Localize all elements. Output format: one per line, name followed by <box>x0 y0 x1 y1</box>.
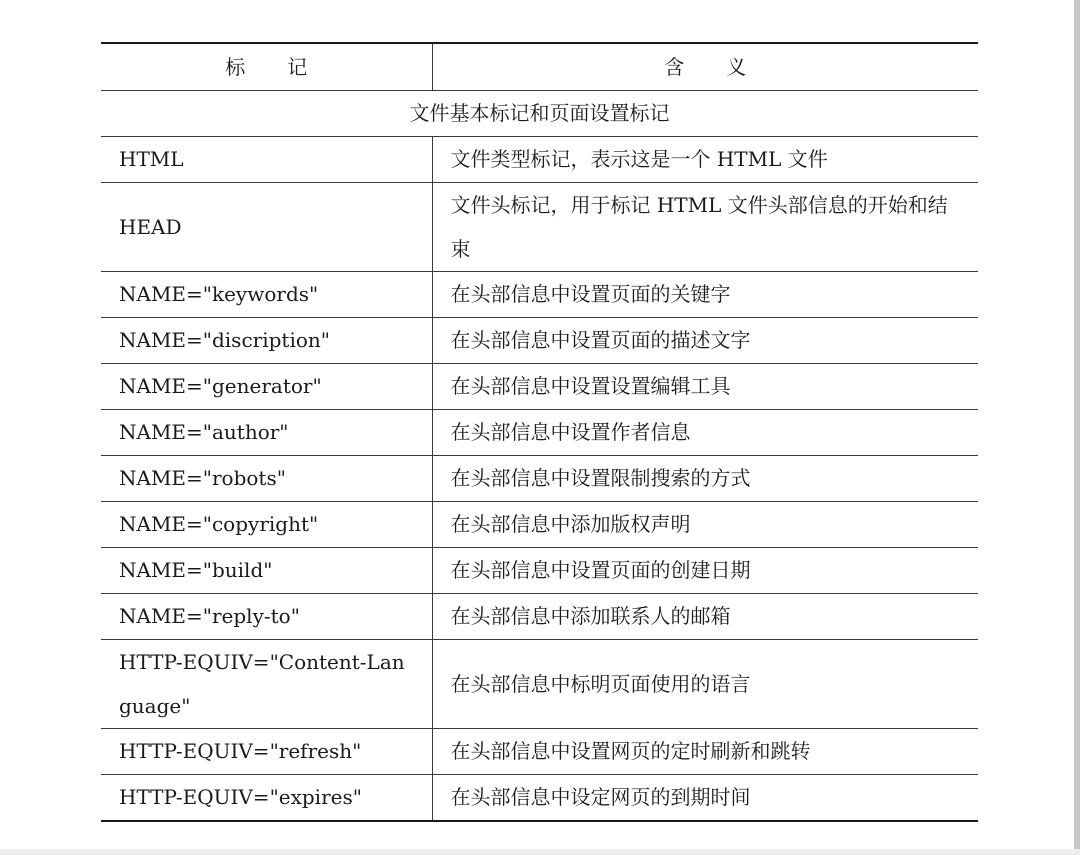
table-header <box>101 43 978 91</box>
tag-cell: NAME="discription" <box>101 318 432 364</box>
tag-cell: NAME="generator" <box>101 364 432 410</box>
header-row <box>101 43 978 91</box>
header-tag-char-1: 标 <box>225 54 246 79</box>
table-row <box>101 318 978 364</box>
meaning-cell: 在头部信息中设置设置编辑工具 <box>432 364 978 410</box>
header-tag-char-2: 记 <box>287 54 308 79</box>
tag-cell: HTTP-EQUIV="expires" <box>101 775 432 822</box>
header-meaning <box>432 43 978 91</box>
tag-cell: NAME="build" <box>101 548 432 594</box>
meaning-cell: 在头部信息中标明页面使用的语言 <box>432 640 978 729</box>
table-row <box>101 729 978 775</box>
table-row <box>101 137 978 183</box>
meaning-cell: 在头部信息中设置页面的创建日期 <box>432 548 978 594</box>
meaning-cell: 在头部信息中设置页面的关键字 <box>432 272 978 318</box>
meaning-cell: 文件头标记，用于标记 HTML 文件头部信息的开始和结束 <box>432 183 978 272</box>
table-row <box>101 548 978 594</box>
table-row <box>101 183 978 272</box>
tag-cell: HTTP-EQUIV="refresh" <box>101 729 432 775</box>
table-row <box>101 456 978 502</box>
meaning-cell: 文件类型标记，表示这是一个 HTML 文件 <box>432 137 978 183</box>
html-tag-reference-table <box>101 42 978 822</box>
header-meaning-char-2: 义 <box>726 54 747 79</box>
table-row <box>101 775 978 822</box>
header-tag <box>101 43 432 91</box>
page-right-edge <box>1074 0 1080 855</box>
meaning-cell: 在头部信息中设置作者信息 <box>432 410 978 456</box>
tag-cell: HTML <box>101 137 432 183</box>
meaning-cell: 在头部信息中设定网页的到期时间 <box>432 775 978 822</box>
meaning-cell: 在头部信息中设置页面的描述文字 <box>432 318 978 364</box>
tag-cell: HEAD <box>101 183 432 272</box>
table-row <box>101 364 978 410</box>
table-row <box>101 502 978 548</box>
tag-cell: NAME="copyright" <box>101 502 432 548</box>
tag-cell: NAME="keywords" <box>101 272 432 318</box>
meaning-cell: 在头部信息中设置网页的定时刷新和跳转 <box>432 729 978 775</box>
table-row <box>101 640 978 729</box>
table-row <box>101 410 978 456</box>
tag-cell: NAME="reply-to" <box>101 594 432 640</box>
tag-cell: NAME="author" <box>101 410 432 456</box>
tag-cell: NAME="robots" <box>101 456 432 502</box>
section-row <box>101 91 978 137</box>
tag-cell: HTTP-EQUIV="Content-Language" <box>101 640 432 729</box>
table-row <box>101 594 978 640</box>
meaning-cell: 在头部信息中添加联系人的邮箱 <box>432 594 978 640</box>
meaning-cell: 在头部信息中设置限制搜索的方式 <box>432 456 978 502</box>
header-meaning-char-1: 含 <box>664 54 685 79</box>
section-title: 文件基本标记和页面设置标记 <box>101 91 978 137</box>
meaning-cell: 在头部信息中添加版权声明 <box>432 502 978 548</box>
table-row <box>101 272 978 318</box>
page-bottom-edge <box>0 849 1080 855</box>
